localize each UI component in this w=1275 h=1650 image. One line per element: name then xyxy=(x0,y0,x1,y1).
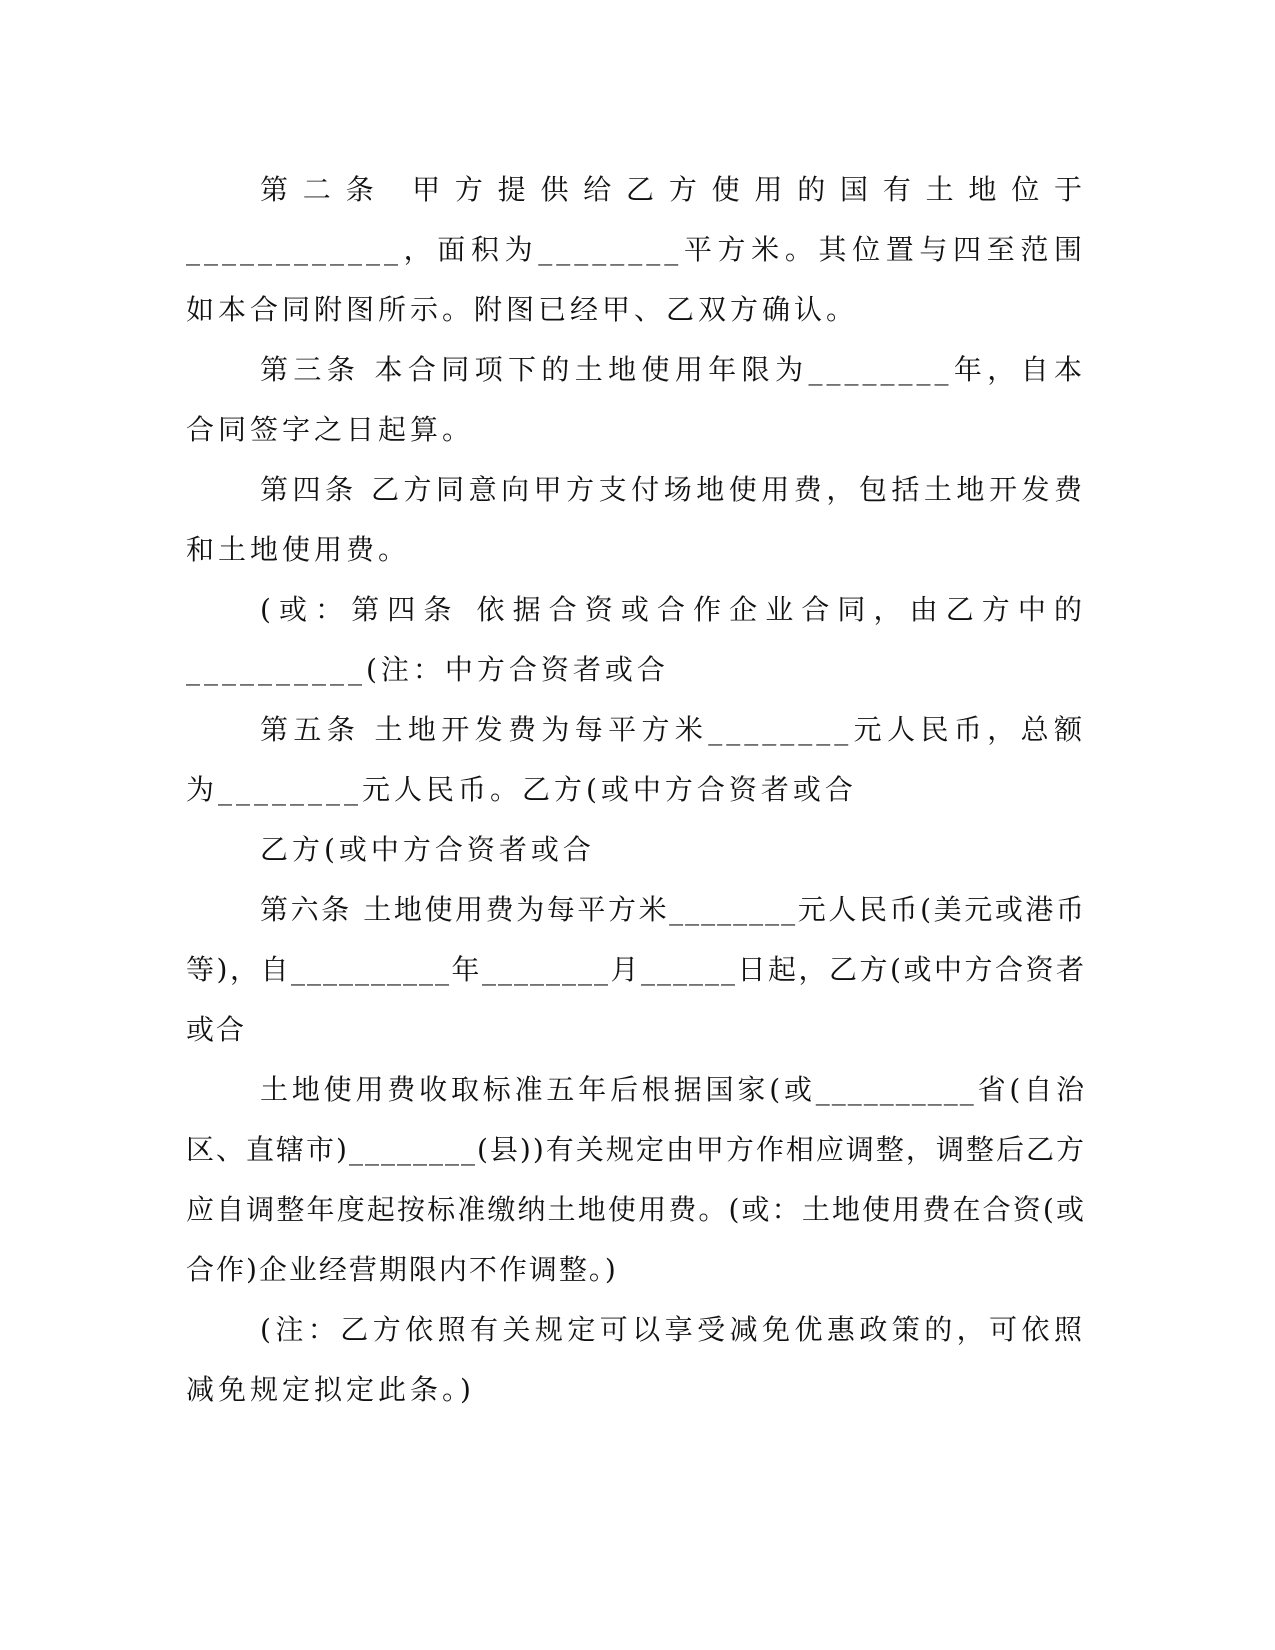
article-2-paragraph: 第二条 甲方提供给乙方使用的国有土地位于____________，面积为________平方米。其位置与四至范围如本合同附图所示。附图已经甲、乙双方确认。 xyxy=(186,173,1086,326)
note-paragraph: (注：乙方依照有关规定可以享受减免优惠政策的，可依照减免规定拟定此条。) xyxy=(186,1313,1086,1406)
article-5-paragraph: 第五条 土地开发费为每平方米________元人民币，总额为________元人民币。乙方(或中方合资者或合 xyxy=(186,713,1086,806)
article-4-paragraph: 第四条 乙方同意向甲方支付场地使用费，包括土地开发费和土地使用费。 xyxy=(186,473,1086,566)
article-3-paragraph: 第三条 本合同项下的土地使用年限为________年，自本合同签字之日起算。 xyxy=(186,353,1086,446)
article-6-paragraph: 第六条 土地使用费为每平方米________元人民币(美元或港币等)，自__________年________月______日起，乙方(或中方合资者或合 xyxy=(186,893,1086,1046)
document-body xyxy=(186,160,1086,1420)
article-4-alternative-paragraph: (或：第四条 依据合资或合作企业合同，由乙方中的__________(注：中方合资者或合 xyxy=(186,593,1086,686)
fee-adjustment-paragraph: 土地使用费收取标准五年后根据国家(或__________省(自治区、直辖市)________(县))有关规定由甲方作相应调整，调整后乙方应自调整年度起按标准缴纳土地使用费。(或：土地使用费在合资(或合作)企业经营期限内不作调整。) xyxy=(186,1073,1086,1286)
party-b-fragment-paragraph: 乙方(或中方合资者或合 xyxy=(260,833,595,866)
